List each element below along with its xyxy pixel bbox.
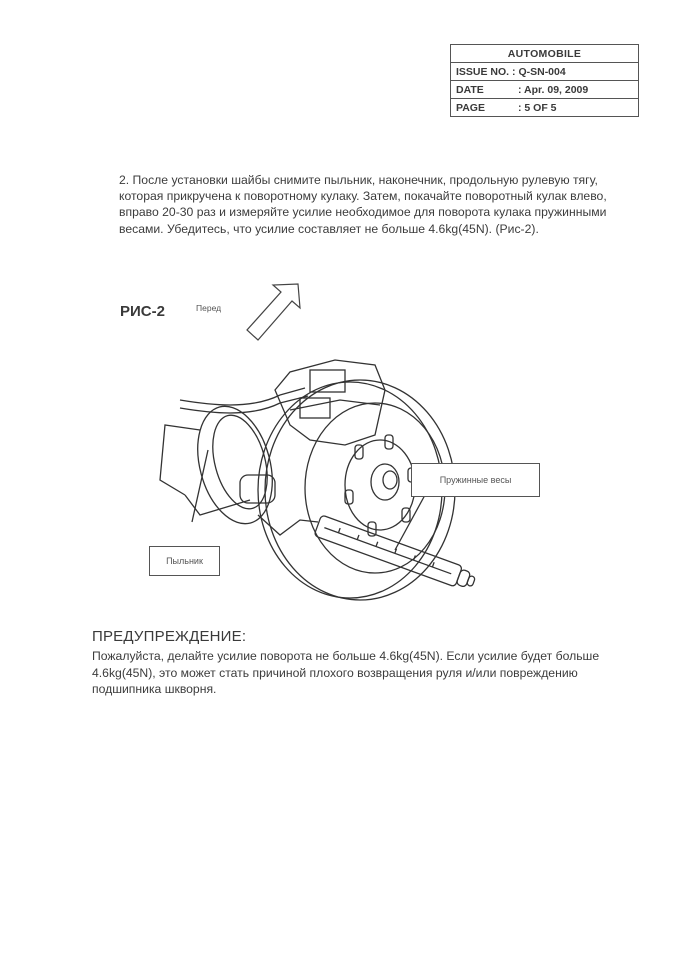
header-issue-value: Q-SN-004 bbox=[518, 65, 566, 78]
header-page-value: : 5 OF 5 bbox=[518, 101, 557, 114]
front-arrow-icon bbox=[240, 280, 310, 350]
step-2-paragraph: 2. После установки шайбы снимите пыльник, наконечник, продольную рулевую тягу, которая прикручена к поворотному кулаку. Затем, покачайте поворотный кулак влево, вправо 20-30 раз и измеряйте усилие необходимое для поворота кулака пружинными весами. Убедитесь, что усилие составляет не больше 4.6kg(45N). (Рис-2). bbox=[119, 173, 607, 236]
figure-label: РИС-2 bbox=[120, 303, 165, 320]
boot-callout: Пыльник bbox=[149, 546, 220, 576]
spring-scale-callout: Пружинные весы bbox=[411, 463, 540, 497]
header-row-page bbox=[451, 99, 639, 117]
header-issue-label: ISSUE NO. : bbox=[456, 65, 516, 78]
document-header-table bbox=[450, 44, 639, 117]
header-row-issue bbox=[451, 63, 639, 81]
header-page-label: PAGE bbox=[456, 101, 485, 114]
header-row-date bbox=[451, 81, 639, 99]
warning-title: ПРЕДУПРЕЖДЕНИЕ: bbox=[92, 628, 247, 645]
front-direction-label: Перед bbox=[196, 303, 222, 313]
warning-text: Пожалуйста, делайте усилие поворота не больше 4.6kg(45N). Если усилие будет больше 4.6kg(45N), это может стать причиной плохого возвращения руля и/или повреждению подшипника шкворня. bbox=[92, 649, 600, 696]
header-title: AUTOMOBILE bbox=[451, 45, 639, 63]
header-date-label: DATE bbox=[456, 83, 484, 96]
header-date-value: : Apr. 09, 2009 bbox=[518, 83, 589, 96]
